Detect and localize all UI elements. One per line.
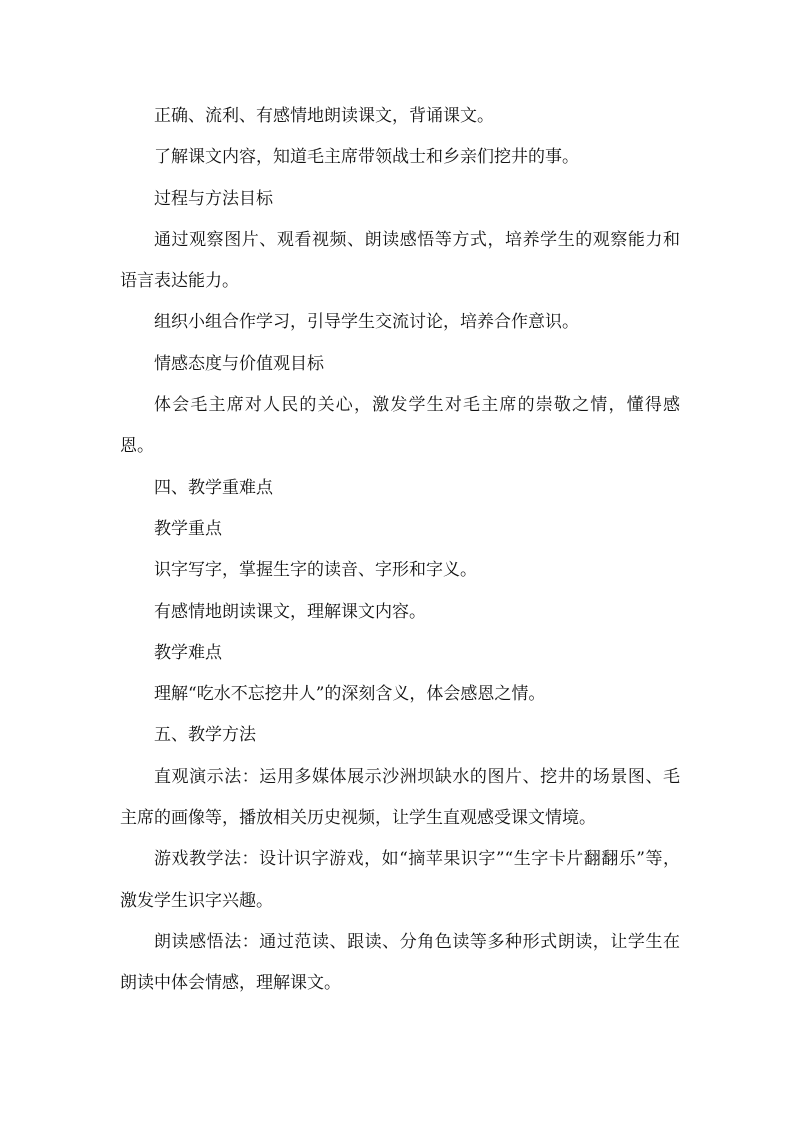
paragraph-4: 组织小组合作学习，引导学生交流讨论，培养合作意识。 <box>154 312 579 333</box>
paragraph-8: 理解“吃水不忘挖井人”的深刻含义，体会感恩之情。 <box>154 684 546 705</box>
paragraph-11: 朗读感悟法：通过范读、跟读、分角色读等多种形式朗读，让学生在朗读中体会情感，理解课文。 <box>120 931 680 994</box>
section-heading-key-difficult-points: 四、教学重难点 <box>154 477 273 498</box>
paragraph-5: 体会毛主席对人民的关心，激发学生对毛主席的崇敬之情，懂得感恩。 <box>120 395 680 457</box>
paragraph-2: 了解课文内容，知道毛主席带领战士和乡亲们挖井的事。 <box>154 147 579 168</box>
paragraph-10: 游戏教学法：设计识字游戏，如“摘苹果识字”“生字卡片翻翻乐”等，激发学生识字兴趣。 <box>120 849 680 911</box>
paragraph-7: 有感情地朗读课文，理解课文内容。 <box>154 601 426 622</box>
subheading-key-points: 教学重点 <box>154 518 222 539</box>
paragraph-3: 通过观察图片、观看视频、朗读感悟等方式，培养学生的观察能力和语言表达能力。 <box>120 229 680 292</box>
paragraph-6: 识字写字，掌握生字的读音、字形和字义。 <box>154 560 477 581</box>
section-heading-process-method: 过程与方法目标 <box>154 188 273 209</box>
section-heading-emotion-values: 情感态度与价值观目标 <box>154 353 324 374</box>
paragraph-1: 正确、流利、有感情地朗读课文，背诵课文。 <box>154 106 494 126</box>
section-heading-teaching-methods: 五、教学方法 <box>154 725 256 746</box>
document-body <box>120 96 680 1005</box>
subheading-difficult-points: 教学难点 <box>154 642 222 663</box>
paragraph-9: 直观演示法：运用多媒体展示沙洲坝缺水的图片、挖井的场景图、毛主席的画像等，播放相关历史视频，让学生直观感受课文情境。 <box>120 766 680 829</box>
